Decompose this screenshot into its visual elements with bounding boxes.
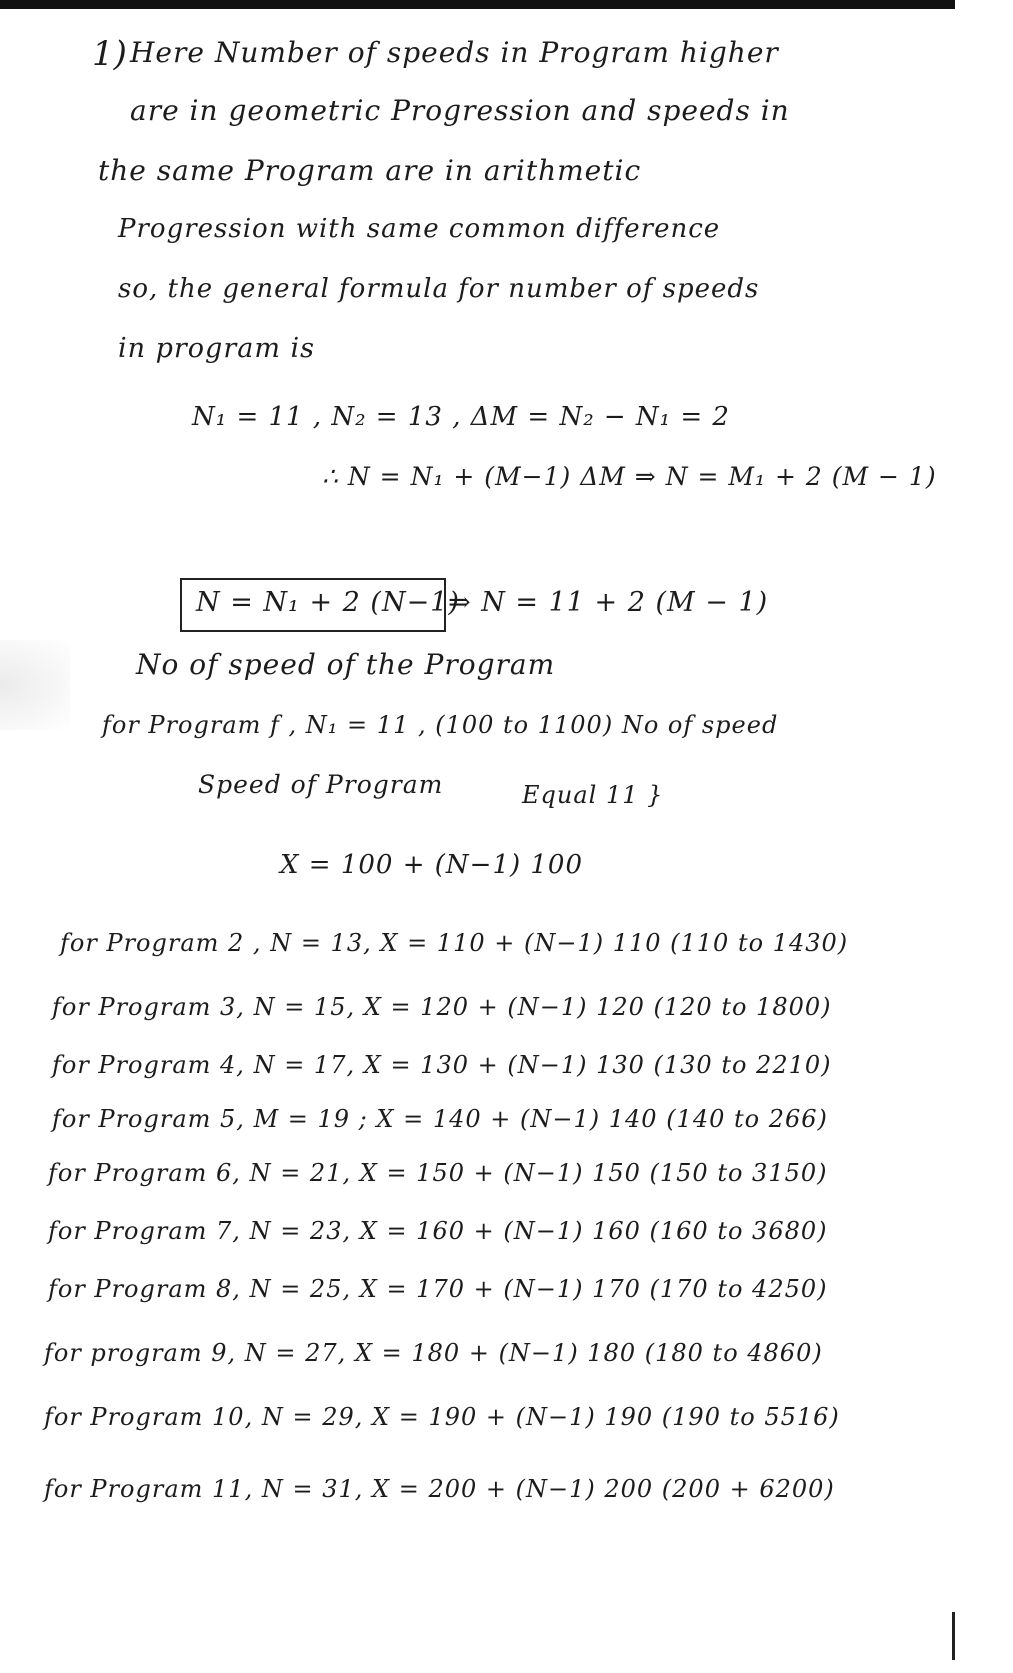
text-line-1: Here Number of speeds in Program higher — [130, 36, 779, 69]
right-margin — [955, 0, 1013, 1673]
program-4-line: for Program 4, N = 17, X = 130 + (N−1) 130 (130 to 2210) — [52, 1051, 832, 1079]
program-5-line: for Program 5, M = 19 ; X = 140 + (N−1) 140 (140 to 266) — [52, 1105, 828, 1133]
program-11-line: for Program 11, N = 31, X = 200 + (N−1) 200 (200 + 6200) — [44, 1475, 835, 1503]
program-8-line: for Program 8, N = 25, X = 170 + (N−1) 170 (170 to 4250) — [48, 1275, 828, 1303]
text-line-2: are in geometric Progression and speeds in — [130, 94, 790, 127]
edge-mark — [952, 1612, 955, 1660]
program-10-line: for Program 10, N = 29, X = 190 + (N−1) 190 (190 to 5516) — [44, 1403, 840, 1431]
equal-11-note: Equal 11 } — [522, 781, 664, 809]
paper-smudge — [0, 640, 70, 730]
question-number: 1) — [92, 34, 127, 74]
given-values: N₁ = 11 , N₂ = 13 , ΔM = N₂ − N₁ = 2 — [192, 402, 730, 432]
text-line-4: Progression with same common difference — [118, 214, 721, 244]
program-6-line: for Program 6, N = 21, X = 150 + (N−1) 150 (150 to 3150) — [48, 1159, 828, 1187]
formula-substituted: ⇒ N = 11 + 2 (M − 1) — [448, 587, 769, 618]
text-line-6: in program is — [118, 333, 316, 364]
program-3-line: for Program 3, N = 15, X = 120 + (N−1) 120 (120 to 1800) — [52, 993, 832, 1021]
boxed-formula: N = N₁ + 2 (N−1) — [196, 587, 460, 618]
section-heading: No of speed of the Program — [136, 648, 556, 681]
speed-of-program-label: Speed of Program — [198, 770, 444, 799]
program-1-formula: X = 100 + (N−1) 100 — [280, 850, 584, 880]
text-line-3: the same Program are in arithmetic — [98, 154, 642, 187]
top-border — [0, 0, 955, 9]
program-7-line: for Program 7, N = 23, X = 160 + (N−1) 160 (160 to 3680) — [48, 1217, 828, 1245]
derivation-line: ∴ N = N₁ + (M−1) ΔM ⇒ N = M₁ + 2 (M − 1) — [322, 462, 937, 491]
program-2-line: for Program 2 , N = 13, X = 110 + (N−1) 110 (110 to 1430) — [60, 929, 849, 957]
text-line-5: so, the general formula for number of speeds — [118, 274, 760, 304]
program-1-line: for Program f , N₁ = 11 , (100 to 1100) No of speed — [102, 711, 779, 739]
program-9-line: for program 9, N = 27, X = 180 + (N−1) 180 (180 to 4860) — [44, 1339, 823, 1367]
